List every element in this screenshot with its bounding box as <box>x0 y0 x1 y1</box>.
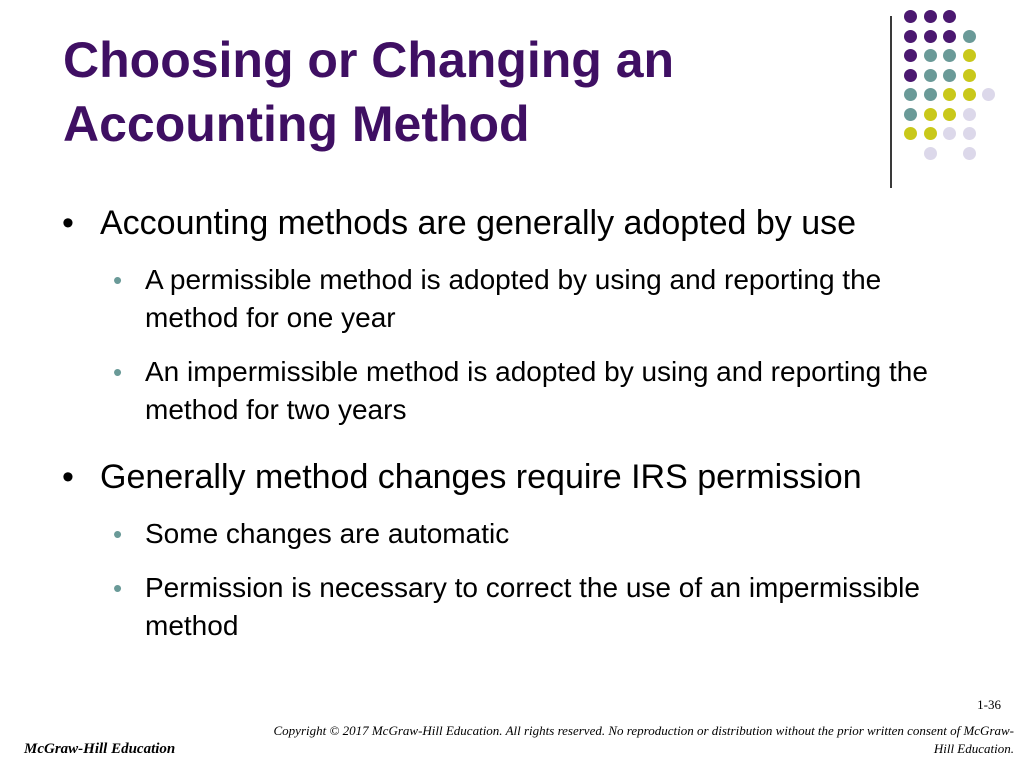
sub-bullet-text: A permissible method is adopted by using and reporting the method for one year <box>145 264 882 333</box>
decorative-dot <box>943 49 956 62</box>
slide-title: Choosing or Changing an Accounting Method <box>63 32 675 152</box>
sub-bullet-text: An impermissible method is adopted by using and reporting the method for two years <box>145 356 928 425</box>
sub-bullet-marker: • <box>113 573 123 603</box>
decorative-dot <box>924 88 937 101</box>
bullet-marker: • <box>62 458 74 496</box>
decorative-dot <box>963 88 976 101</box>
decorative-dot <box>904 10 917 23</box>
decorative-dot-grid <box>904 10 1014 170</box>
bullet-item <box>62 203 960 243</box>
sub-bullet-marker: • <box>113 357 123 387</box>
decorative-dot <box>904 127 917 140</box>
decorative-dot <box>963 30 976 43</box>
decorative-dot <box>943 30 956 43</box>
sub-bullet-item <box>113 353 935 429</box>
decorative-dot <box>924 127 937 140</box>
decorative-dot <box>963 108 976 121</box>
decorative-dot <box>924 147 937 160</box>
decorative-dot <box>943 127 956 140</box>
decorative-dot <box>924 49 937 62</box>
decorative-dot <box>924 69 937 82</box>
decorative-dot <box>904 30 917 43</box>
decorative-dot <box>943 88 956 101</box>
sub-bullet-marker: • <box>113 519 123 549</box>
sub-bullet-item <box>113 261 935 337</box>
sub-bullet-text: Some changes are automatic <box>145 518 510 549</box>
decorative-dot <box>943 69 956 82</box>
bullet-marker: • <box>62 204 74 242</box>
footer-brand: McGraw-Hill Education <box>24 741 176 757</box>
decorative-dot <box>904 108 917 121</box>
decorative-dot <box>904 49 917 62</box>
bullet-text: Generally method changes require IRS permission <box>100 458 862 496</box>
bullet-text: Accounting methods are generally adopted by use <box>100 204 857 242</box>
decorative-dot <box>963 69 976 82</box>
sub-bullet-marker: • <box>113 265 123 295</box>
decorative-dot <box>943 108 956 121</box>
decorative-dot <box>982 88 995 101</box>
decorative-dot <box>924 10 937 23</box>
decorative-dot <box>904 69 917 82</box>
decorative-dot <box>963 49 976 62</box>
decorative-dot <box>963 127 976 140</box>
copyright-notice: Copyright © 2017 McGraw-Hill Education. All rights reserved. No reproduction or distribution without the prior written consent of McGraw-Hill Education. <box>273 723 1014 756</box>
title-divider-line <box>890 16 892 188</box>
bullet-item <box>62 457 960 497</box>
slide-number: 1-36 <box>977 697 1001 712</box>
sub-bullet-text: Permission is necessary to correct the use of an impermissible method <box>145 572 920 641</box>
decorative-dot <box>924 30 937 43</box>
decorative-dot <box>904 88 917 101</box>
sub-bullet-item <box>113 569 935 645</box>
decorative-dot <box>943 10 956 23</box>
decorative-dot <box>924 108 937 121</box>
sub-bullet-item <box>113 515 935 553</box>
decorative-dot <box>963 147 976 160</box>
